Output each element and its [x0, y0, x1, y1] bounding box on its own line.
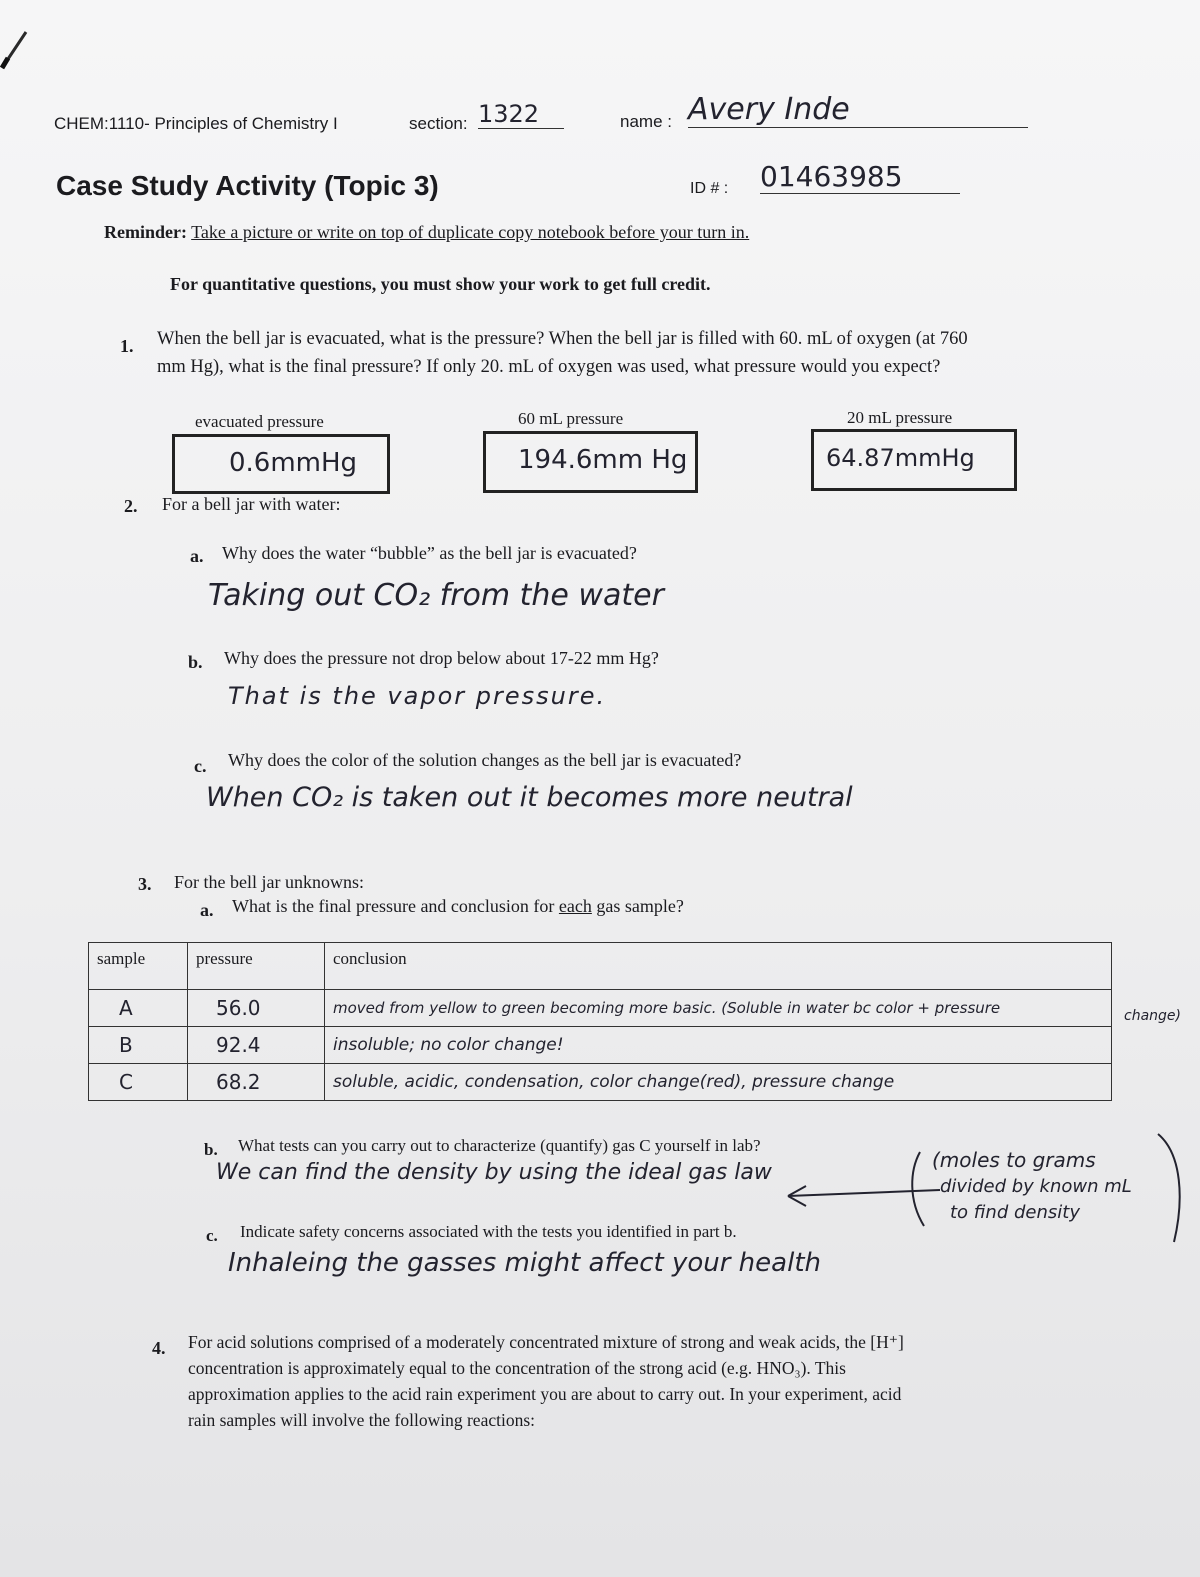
conclusion-cell: moved from yellow to green becoming more basic. (Soluble in water bc color + pressure	[325, 990, 1112, 1027]
table-row	[89, 1027, 1112, 1064]
row-a-overflow-note: change)	[1124, 1008, 1181, 1024]
q3c-label: c.	[206, 1226, 218, 1245]
pressure-cell: 92.4	[188, 1027, 325, 1064]
q2-number: 2.	[124, 496, 138, 516]
gas-sample-table	[88, 942, 1112, 1101]
q3b-note-line3: to find density	[950, 1202, 1080, 1223]
q3a-text	[232, 896, 684, 917]
header-pressure: pressure	[188, 943, 325, 990]
q3a-text-each: each	[558, 896, 592, 916]
q4-line1: For acid solutions comprised of a moderately concentrated mixture of strong and weak acids, the [H⁺]	[188, 1332, 904, 1352]
id-label: ID # :	[690, 180, 729, 197]
q3b-label: b.	[204, 1140, 218, 1159]
answer-box-evacuated	[172, 434, 390, 494]
page-title: Case Study Activity (Topic 3)	[56, 170, 439, 201]
id-value: 01463985	[760, 160, 960, 194]
answer-box-20ml	[811, 429, 1017, 491]
sample-cell: C	[89, 1064, 188, 1101]
answer-box-60ml	[483, 431, 698, 493]
table-row	[89, 990, 1112, 1027]
pen-mark-icon	[0, 28, 30, 70]
q2b-label: b.	[188, 652, 203, 672]
q2a-text: Why does the water “bubble” as the bell jar is evacuated?	[222, 543, 637, 563]
conclusion-cell: insoluble; no color change!	[325, 1027, 1112, 1064]
q1-line1: When the bell jar is evacuated, what is the pressure? When the bell jar is filled with 60. mL of oxygen (at 760	[157, 329, 968, 349]
pressure-cell: 56.0	[188, 990, 325, 1027]
q3b-answer: We can find the density by using the ideal gas law	[216, 1160, 772, 1185]
label-60ml-pressure: 60 mL pressure	[518, 409, 624, 428]
header-sample: sample	[89, 943, 188, 990]
q3a-text-after: gas sample?	[591, 896, 684, 916]
q3b-note-line1: (moles to grams	[932, 1148, 1096, 1172]
q4-line4: rain samples will involve the following reactions:	[188, 1410, 536, 1430]
q2a-label: a.	[190, 546, 204, 566]
q3a-label: a.	[200, 900, 214, 920]
q2b-answer: That is the vapor pressure.	[228, 682, 607, 710]
name-label: name :	[620, 112, 672, 131]
q3b-text: What tests can you carry out to characterize (quantify) gas C yourself in lab?	[238, 1136, 761, 1155]
q3-text: For the bell jar unknowns:	[174, 872, 364, 892]
conclusion-cell: soluble, acidic, condensation, color change(red), pressure change	[325, 1064, 1112, 1101]
label-evacuated-pressure: evacuated pressure	[195, 412, 324, 431]
label-20ml-pressure: 20 mL pressure	[847, 408, 953, 427]
instructions: For quantitative questions, you must show your work to get full credit.	[170, 274, 711, 294]
q1-line2: mm Hg), what is the final pressure? If only 20. mL of oxygen was used, what pressure would you expect?	[157, 357, 941, 377]
reminder	[104, 222, 749, 243]
q1-number: 1.	[120, 336, 134, 356]
name-value: Avery Inde	[688, 92, 1028, 128]
header-conclusion: conclusion	[325, 943, 1112, 990]
q2b-text: Why does the pressure not drop below about 17-22 mm Hg?	[224, 648, 659, 668]
reminder-label: Reminder:	[104, 222, 187, 242]
sample-cell: A	[89, 990, 188, 1027]
q2c-label: c.	[194, 756, 207, 776]
pressure-cell: 68.2	[188, 1064, 325, 1101]
course-name: CHEM:1110- Principles of Chemistry I	[54, 114, 338, 133]
q2c-text: Why does the color of the solution changes as the bell jar is evacuated?	[228, 750, 742, 770]
section-value: 1322	[478, 100, 564, 129]
q3c-text: Indicate safety concerns associated with the tests you identified in part b.	[240, 1222, 737, 1241]
answer-20ml: 64.87mmHg	[826, 444, 975, 472]
q4-line3: approximation applies to the acid rain experiment you are about to carry out. In your experiment, acid	[188, 1384, 902, 1404]
q3a-text-before: What is the final pressure and conclusion for	[232, 896, 559, 916]
q2a-answer: Taking out CO₂ from the water	[208, 578, 664, 613]
q3-number: 3.	[138, 874, 152, 894]
answer-evacuated: 0.6mmHg	[229, 448, 358, 478]
q2-text: For a bell jar with water:	[162, 494, 341, 514]
q3c-answer: Inhaleing the gasses might affect your health	[228, 1248, 821, 1278]
q3b-note-line2: divided by known mL	[940, 1176, 1132, 1197]
reminder-text: Take a picture or write on top of duplicate copy notebook before your turn in.	[191, 222, 750, 242]
answer-60ml: 194.6mm Hg	[518, 445, 688, 475]
q2c-answer: When CO₂ is taken out it becomes more neutral	[206, 782, 853, 813]
sample-cell: B	[89, 1027, 188, 1064]
q4-number: 4.	[152, 1338, 166, 1358]
q4-line2: concentration is approximately equal to the concentration of the strong acid (e.g. HNO₃). This	[188, 1358, 846, 1378]
section-label: section:	[409, 114, 468, 133]
table-row	[89, 1064, 1112, 1101]
table-header-row	[89, 943, 1112, 990]
